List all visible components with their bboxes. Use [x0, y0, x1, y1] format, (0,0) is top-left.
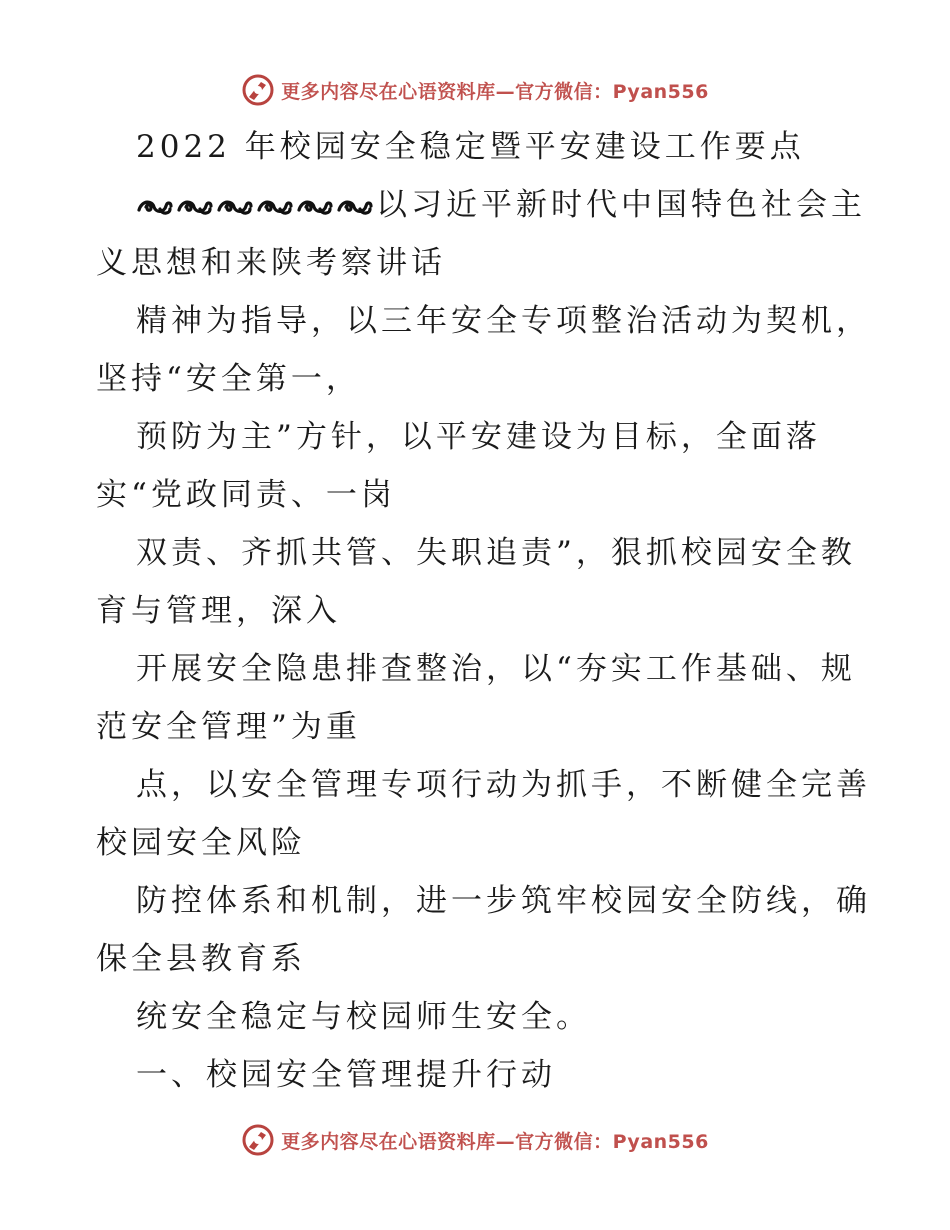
document-body [96, 118, 871, 1104]
footer-banner [0, 1120, 950, 1160]
text-line [96, 872, 871, 930]
text-line [96, 524, 856, 582]
line-text: 坚持“安全第一， [96, 361, 361, 397]
scroll-ornament-icon [256, 196, 294, 218]
banner-text: 更多内容尽在心语资料库—官方微信：Pyan556 [281, 1130, 709, 1153]
line-text: 预防为主”方针，以平安建设为目标，全面落 [136, 419, 821, 455]
line-text: 范安全管理”为重 [96, 709, 361, 745]
line-text: 双责、齐抓共管、失职追责”，狠抓校园安全教 [136, 535, 856, 571]
line-text: 实“党政同责、一岗 [96, 477, 396, 513]
text-line [96, 176, 866, 234]
text-line [96, 640, 856, 698]
line-text: 精神为指导，以三年安全专项整治活动为契机， [136, 303, 871, 339]
line-text: 义思想和来陕考察讲话 [96, 245, 446, 281]
scroll-ornament-icon [216, 196, 254, 218]
scroll-ornament-icon [176, 196, 214, 218]
line-text: 以习近平新时代中国特色社会主 [376, 187, 866, 223]
text-line [96, 1046, 856, 1104]
library-logo-icon [241, 1123, 275, 1157]
line-text: 防控体系和机制，进一步筑牢校园安全防线，确 [136, 883, 871, 919]
banner-text: 更多内容尽在心语资料库—官方微信：Pyan556 [281, 80, 709, 103]
text-line [96, 582, 856, 640]
library-logo-icon [241, 73, 275, 107]
text-line [96, 292, 871, 350]
scroll-ornament-icon [336, 196, 374, 218]
text-line [96, 988, 856, 1046]
header-banner [0, 70, 950, 110]
text-line [96, 350, 856, 408]
text-line [96, 118, 856, 176]
line-text: 开展安全隐患排查整治，以“夯实工作基础、规 [136, 651, 856, 687]
text-line [96, 234, 856, 292]
line-text: 统安全稳定与校园师生安全。 [136, 999, 591, 1035]
text-line [96, 814, 856, 872]
text-line [96, 756, 871, 814]
text-line [96, 466, 856, 524]
scroll-ornament-icon [296, 196, 334, 218]
text-line [96, 930, 856, 988]
scroll-ornament-icon [136, 196, 174, 218]
text-line [96, 408, 856, 466]
line-text: 保全县教育系 [96, 941, 306, 977]
line-text: 2022 年校园安全稳定暨平安建设工作要点 [136, 129, 805, 165]
line-text: 育与管理，深入 [96, 593, 341, 629]
text-line [96, 698, 856, 756]
ornament-row [136, 196, 374, 218]
line-text: 点，以安全管理专项行动为抓手，不断健全完善 [136, 767, 871, 803]
line-text: 一、校园安全管理提升行动 [136, 1057, 556, 1093]
line-text: 校园安全风险 [96, 825, 306, 861]
